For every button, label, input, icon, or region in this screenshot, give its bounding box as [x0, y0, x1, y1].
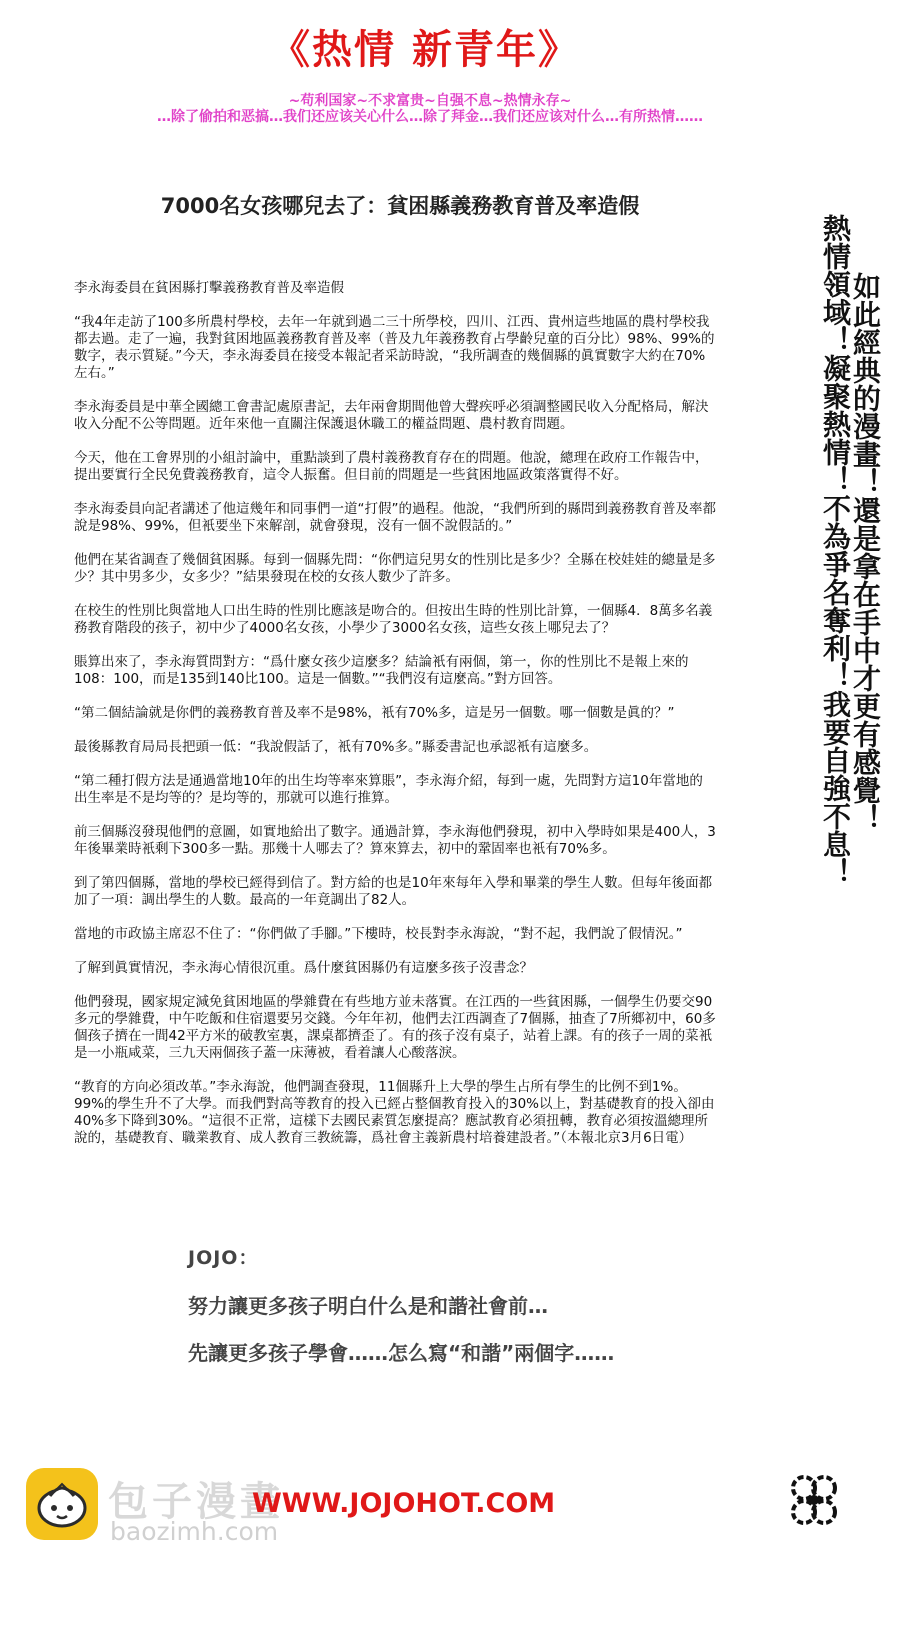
comment-line-1: 努力讓更多孩子明白什么是和諧社會前…: [188, 1294, 548, 1318]
article-paragraph: “第二個結論就是你們的義務教育普及率不是98%，衹有70%多，這是另一個數。哪一個數是眞的？”: [74, 705, 675, 721]
article-paragraph: 最後縣教育局局長把頭一低：“我說假話了，衹有70%多。”縣委書記也承認衹有這麼多。: [74, 739, 598, 755]
slogan-line-2: …除了偷拍和恶搞…我们还应该关心什么…除了拜金…我们还应该对什么…有所热情……: [157, 109, 703, 125]
article-paragraph: 李永海委員向記者講述了他這幾年和同事們一道“打假”的過程。他說，“我們所到的縣問到義務教育普及率都說是98%、99%，但衹要坐下來解剖，就會發現，沒有一個不說假話的。”: [74, 501, 716, 534]
site-url-link[interactable]: WWW.JOJOHOT.COM: [252, 1488, 556, 1519]
article-paragraph: 賬算出來了，李永海質問對方：“爲什麼女孩少這麼多？結論衹有兩個，第一，你的性別比不是報上來的108：100，而是135到140比100。這是一個數。”“我們沒有這麼高。”對方回答。: [74, 654, 689, 687]
slogan-line-1: ~苟利国家~不求富贵~自强不息~热情永存~: [288, 93, 572, 109]
sidebar-slogan-inner: 如此經典的漫畫！還是拿在手中才更有感覺！: [849, 272, 882, 832]
article-headline: 7000名女孩哪兒去了：貧困縣義務教育普及率造假: [160, 194, 640, 218]
bun-mascot-icon: [32, 1474, 92, 1534]
article-paragraph: “第二種打假方法是通過當地10年的出生均等率來算賬”，李永海介紹，每到一處，先問對方這10年當地的出生率是不是均等的？是均等的，那就可以進行推算。: [74, 773, 703, 806]
watermark-domain: baozimh.com: [110, 1517, 279, 1546]
article-body: [74, 280, 716, 1164]
article-paragraph: 在校生的性別比與當地人口出生時的性別比應該是吻合的。但按出生時的性別比計算，一個縣4．8萬多名義務教育階段的孩子，初中少了4000名女孩，小學少了3000名女孩，這些女孩上哪兒去了？: [74, 603, 713, 636]
article-paragraph: 前三個縣沒發現他們的意圖，如實地給出了數字。通過計算，李永海他們發現，初中入學時如果是400人，3年後畢業時衹剩下300多一點。那幾十人哪去了？算來算去，初中的鞏固率也衹有70%多。: [74, 824, 716, 857]
article-paragraph: 了解到眞實情況，李永海心情很沉重。爲什麼貧困縣仍有這麼多孩子沒書念？: [74, 960, 533, 976]
article-paragraph: 他們發現，國家規定減免貧困地區的學雜費在有些地方並未落實。在江西的一些貧困縣，一個學生仍要交90多元的學雜費，中午吃飯和住宿還要另交錢。今年年初，他們去江西調查了7個縣，抽查了7所鄉初中，60多個孩子擠在一間42平方米的破教室裏，課桌都擠歪了。有的孩子沒有桌子，站着上課。有的孩子一周的菜衹是一小瓶咸菜，三九天兩個孩子蓋一床薄被，看着讓人心酸落淚。: [74, 994, 716, 1061]
article-paragraph: 到了第四個縣，當地的學校已經得到信了。對方給的也是10年來每年入學和畢業的學生人數。但每年後面都加了一項：調出學生的人數。最高的一年竟調出了82人。: [74, 875, 713, 908]
article-paragraph: 李永海委員在貧困縣打擊義務教育普及率造假: [74, 280, 344, 296]
knot-emblem-icon: [782, 1470, 846, 1534]
comment-line-2: 先讓更多孩子學會……怎么寫“和諧”兩個字……: [188, 1341, 615, 1365]
article-paragraph: “教育的方向必須改革。”李永海說，他們調查發現，11個縣升上大學的學生占所有學生的比例不到1%。99%的學生升不了大學。而我們對高等教育的投入已經占整個教育投入的30%以上，對基礎教育的投入卻由40%多下降到30%。“這很不正常，這樣下去國民素質怎麼提高？應試教育必須扭轉，教育必須按溫總理所說的，基礎教育、職業教育、成人教育三教統籌，爲社會主義新農村培養建設者。”（本報北京3月6日電）: [74, 1079, 715, 1146]
article-paragraph: 李永海委員是中華全國總工會書記處原書記，去年兩會期間他曾大聲疾呼必須調整國民收入分配格局，解決收入分配不公等問題。近年來他一直關注保護退休職工的權益問題、農村教育問題。: [74, 399, 709, 432]
article-paragraph: “我4年走訪了100多所農村學校，去年一年就到過二三十所學校，四川、江西、貴州這些地區的農村學校我都去過。走了一遍，我對貧困地區義務教育普及率（普及九年義務教育占學齡兒童的百分比）98%、99%的數字，表示質疑。”今天，李永海委員在接受本報記者采訪時說，“我所調查的幾個縣的眞實數字大約在70%左右。”: [74, 314, 715, 381]
article-paragraph: 今天，他在工會界別的小組討論中，重點談到了農村義務教育存在的問題。他說，總理在政府工作報告中，提出要實行全民免費義務教育，這令人振奮。但目前的問題是一些貧困地區政策落實得不好。: [74, 450, 709, 483]
sidebar-slogan-outer: 熱情領域！凝聚熱情！不為爭名奪利！我要自強不息！: [819, 214, 852, 886]
article-paragraph: 他們在某省調查了幾個貧困縣。每到一個縣先問：“你們這兒男女的性別比是多少？全縣在校娃娃的總量是多少？其中男多少，女多少？”結果發現在校的女孩人數少了許多。: [74, 552, 716, 585]
page-title: 《热情 新青年》: [270, 26, 580, 73]
article-paragraph: 當地的市政協主席忍不住了：“你們做了手腳。”下樓時，校長對李永海說，“對不起，我們說了假情況。”: [74, 926, 683, 942]
watermark-text: 包子漫畫: [108, 1479, 284, 1525]
bun-mascot-icon: [26, 1468, 98, 1540]
comment-signature: JOJO：: [188, 1247, 259, 1269]
